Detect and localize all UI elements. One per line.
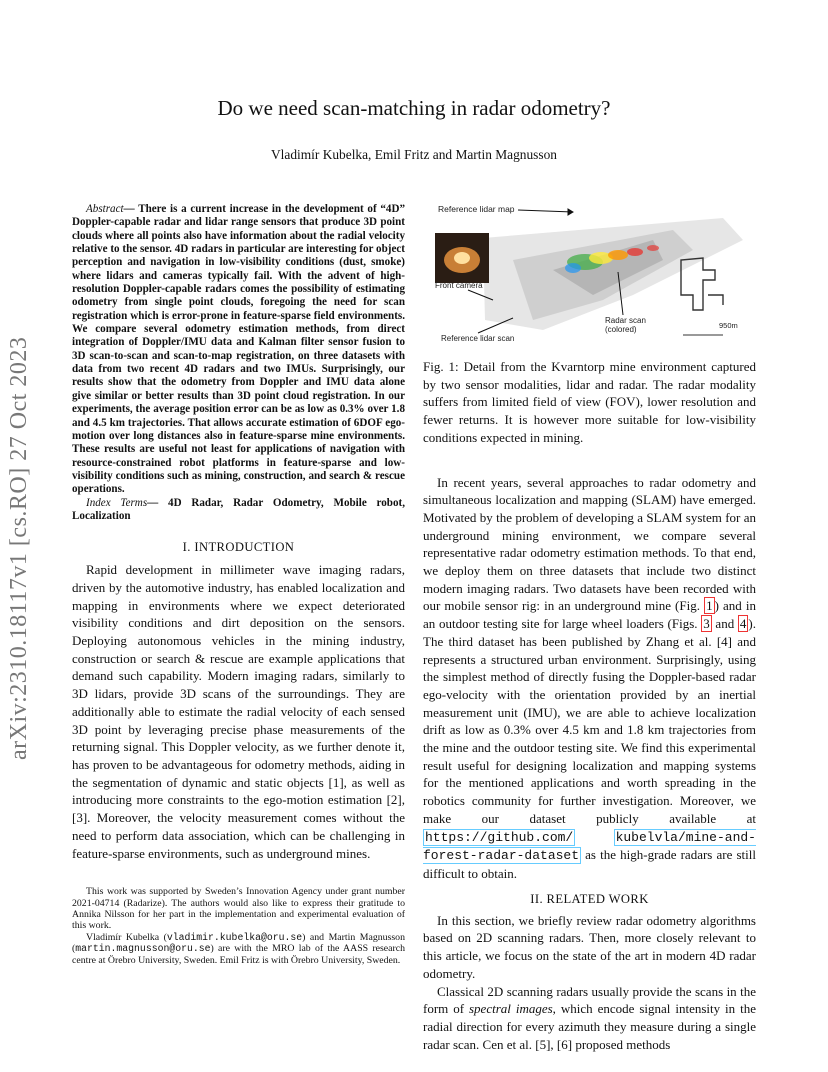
section-heading-introduction: I. INTRODUCTION [182,540,295,555]
abstract [72,203,405,497]
lidar-point-cloud [483,218,743,330]
index-terms-text: 4D Radar, Radar Odometry, Mobile robot, Localization [72,496,405,522]
email-magnusson-link[interactable]: martin.magnusson@oru.se [75,943,211,955]
figure-1-caption: Fig. 1: Detail from the Kvarntorp mine environment captured by two sensor modalities, lidar and radar. The radar modality suffers from limited field of view (FOV), lower resolution and fewer returns. It is however more suitable for low-visibility conditions expected in mining. [423,359,756,445]
dataset-url-link-part2[interactable]: kubelvla/mine-and-forest-radar-dataset [423,829,756,864]
figure-1-image [423,200,756,348]
left-column [72,203,405,966]
abstract-label: Abstract— [86,203,135,215]
figure-label-lidar-scan: Reference lidar scan [441,334,515,343]
section-heading-related-work: II. RELATED WORK [530,891,649,906]
ref-fig-4-link[interactable]: 4 [739,616,747,632]
figure-label-radar-scan: Radar scan (colored) [605,316,646,334]
ref-fig-3-link[interactable]: 3 [703,616,710,632]
figure-1 [423,200,756,348]
index-terms: Index Terms— 4D Radar, Radar Odometry, Mobile robot, Localization [72,496,405,522]
footnote-affiliation: Vladimír Kubelka (vladimir.kubelka@oru.se) and Martin Magnusson (martin.magnusson@oru.se) are with the MRO lab of the AASS research centre at Örebro University, Sweden. Emil Fritz is with Örebro University, Sweden. [72,931,405,966]
intro-paragraph-right: In recent years, several approaches to radar odometry and simultaneous localization and mapping (SLAM) have emerged. Motivated by the problem of developing a SLAM system for an underground mining environment, we compare several representative radar odometry estimation methods. To that end, we deploy them on three datasets that include two distinct modern imaging radars. Two datasets have been recorded with our mobile sensor rig: in an underground mine (Fig. 1 ) and in an outdoor testing site for large wheel loaders (Figs. 3 and 4 ). The third dataset has been published by Zhang et al. [4] and represents a structured urban environment. Surprisingly, using the simplest method of directly fusing the Doppler-based radar ego-velocity with the orientation provided by an inertial measurement unit (IMU), we are able to achieve localization drift as low as 0.3% over 4.5 km and 1.8 km trajectories from the mine and the outdoor testing site. We find this experimental result useful for designing localization and mapping systems for the mentioned applications and worth spreading in the robotics community for further investigation. Moreover, we make our dataset publicly available at https://github.com/ kubelvla/mine-and-forest-radar-dataset as the high-grade radars are still difficult to obtain. [423,474,756,881]
email-kubelka-link[interactable]: vladimir.kubelka@oru.se [166,931,303,943]
abstract-text: There is a current increase in the development of “4D” Doppler-capable radar and lidar range sensors that produce 3D point clouds where all points also have information about the radial velocity relative to the sensor. 4D radars in particular are interesting for object perception and navigation in low-visibility conditions (dust, smoke) where lidars and cameras typically fail. With the advent of high-resolution Doppler-capable radars comes the possibility of estimating odometry from single point clouds, foregoing the need for scan registration which is error-prone in feature-sparse field environments. We compare several odometry estimation methods, from direct integration of Doppler/IMU data and Kalman filter sensor fusion to 3D scan-to-scan and scan-to-map registration, on three datasets with data from two recent 4D radars and two IMUs. Surprisingly, our results show that the odometry from Doppler and IMU data alone give similar or better results than 3D point cloud registration. In our experiments, the average position error can be as low as 0.3% over 1.8 and 4.5 km trajectories. That allows accurate estimation of 6DOF ego-motion over long distances also in feature-sparse mine environments. These results are useful not least for applications of navigation with resource-constrained robot platforms in feature-sparse and low-visibility conditions such as mining, construction, and search & rescue operations. [72,203,405,496]
related-work-paragraph-1: In this section, we briefly review radar odometry algorithms based on 2D scanning radars. Then, more closely relevant to this article, we focus on the state of the art in modern 4D radar odometry. [423,912,756,981]
footnote [72,886,405,966]
paper-title: Do we need scan-matching in radar odometry? [217,96,611,120]
ref-fig-1-link[interactable]: 1 [706,598,713,614]
index-terms-label: Index Terms [86,496,148,509]
dataset-url-link-part1[interactable]: https://github.com/ [425,829,574,845]
paper-authors: Vladimír Kubelka, Emil Fritz and Martin Magnusson [271,147,557,162]
figure-label-scale: 950m [719,321,738,330]
figure-label-lidar-map: Reference lidar map [438,204,515,214]
related-work-paragraph-2: Classical 2D scanning radars usually provide the scans in the form of spectral images, which encode signal intensity in the radial direction for every azimuth they measure during a single radar scan. Cen et al. [5], [6] proposed methods [423,983,757,1052]
arxiv-identifier: arXiv:2310.18117v1 [cs.RO] 27 Oct 2023 [6,336,32,760]
footnote-funding: This work was supported by Sweden’s Innovation Agency under grant number 2021-04714 (Radarize). The authors would also like to express their gratitude to Annika Nilsson for her part in the implementation and experimental evaluation of this work. [72,886,405,932]
mine-minimap [681,258,723,335]
right-column [423,358,756,1053]
figure-label-front-camera: Front camera [435,281,483,290]
intro-paragraph: Rapid development in millimeter wave imaging radars, driven by the automotive industry, has enabled localization and mapping in environments where we expect deteriorated visibility conditions and dirt deposition on the sensors. Deploying autonomous vehicles in the mining industry, construction or search & rescue are example applications that demand such capability. Modern imaging radars, similarly to 3D lidars, provide 3D scans of the surroundings. They are additionally able to estimate the radial velocity of each sensed 3D point by leveraging precise phase measurements of the returning signal. This Doppler velocity, as we further denote it, has proven to be advantageous for odometry methods, aiding in the segmentation of dynamic and static objects [1], as well as introducing more constraints to the ego-motion estimation [2], [3]. Moreover, the velocity measurement comes without the need to perform data association, which can be challenging in feature-sparse environments, such as underground mines. [72,562,405,861]
